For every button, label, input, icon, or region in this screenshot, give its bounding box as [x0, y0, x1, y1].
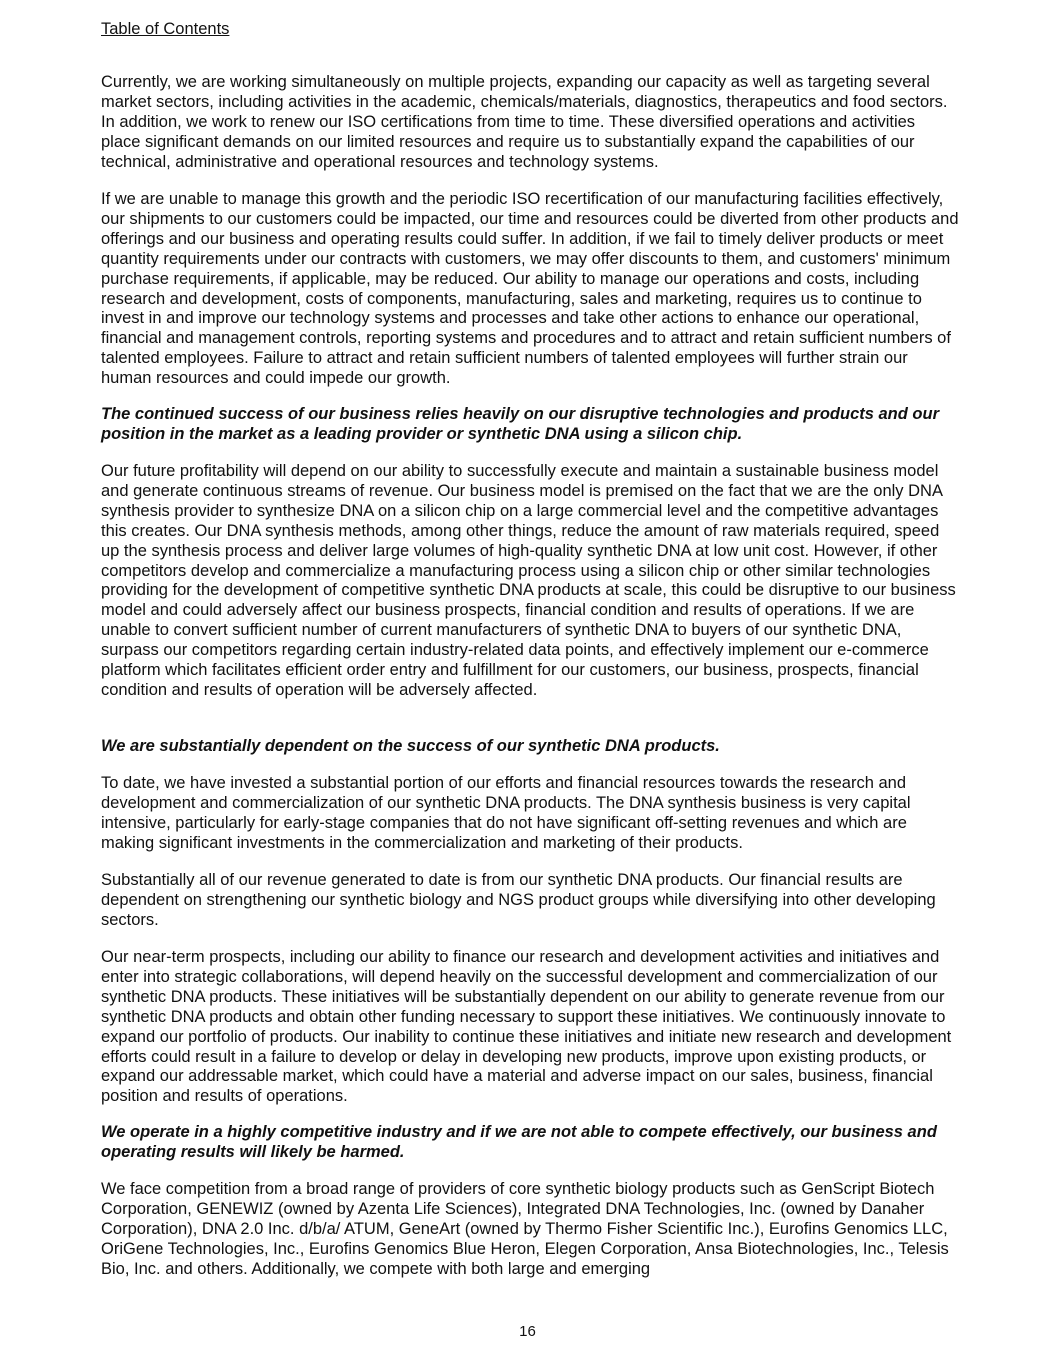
heading-competitive-industry [101, 1123, 959, 1163]
paragraph-growth-projects [101, 73, 959, 173]
paragraph-investment [101, 774, 959, 854]
paragraph-text: To date, we have invested a substantial portion of our efforts and financial resources towards the research and development and commercialization of our synthetic DNA products. The DNA synthesis business is very capital intensive, particularly for early-stage companies that do not have significant off-setting revenues and which are making significant investments in the commercialization and marketing of their products. [101, 774, 911, 852]
paragraph-revenue [101, 871, 959, 931]
heading-disruptive-technologies [101, 405, 959, 445]
paragraph-future-profitability [101, 462, 959, 701]
paragraph-text: Our near-term prospects, including our ability to finance our research and development activities and initiatives and enter into strategic collaborations, will depend heavily on the successful development and commercialization of our synthetic DNA products. These initiatives will be substantially dependent on our ability to generate revenue from our synthetic DNA products and obtain other funding necessary to support these initiatives. We continuously innovate to expand our portfolio of products. Our inability to continue these initiatives and initiate new research and development efforts could result in a failure to develop or delay in developing new products, improve upon existing products, or expand our addressable market, which could have a material and adverse impact on our sales, business, financial position and results of operations. [101, 948, 952, 1106]
risk-heading: We are substantially dependent on the success of our synthetic DNA products. [101, 737, 720, 755]
paragraph-text: Substantially all of our revenue generated to date is from our synthetic DNA products. Our financial results are dependent on strengthening our synthetic biology and NGS product groups while diversifying into other developing sectors. [101, 871, 936, 929]
paragraph-near-term-prospects [101, 948, 959, 1107]
table-of-contents-link[interactable]: Table of Contents [101, 20, 230, 38]
paragraph-text: We face competition from a broad range of providers of core synthetic biology products such as GenScript Biotech Corporation, GENEWIZ (owned by Azenta Life Sciences), Integrated DNA Technologies, Inc. (owned by Danaher Corporation), DNA 2.0 Inc. d/b/a/ ATUM, GeneArt (owned by Thermo Fisher Scientific Inc.), Eurofins Genomics LLC, OriGene Technologies, Inc., Eurofins Genomics Blue Heron, Elegen Corporation, Ansa Biotechnologies, Inc., Telesis Bio, Inc. and others. Additionally, we compete with both large and emerging [101, 1180, 949, 1278]
risk-heading: The continued success of our business relies heavily on our disruptive technologies and products and our position in the market as a leading provider or synthetic DNA using a silicon chip. [101, 405, 939, 443]
document-page [101, 18, 959, 1278]
page-number: 16 [519, 1323, 536, 1340]
paragraph-competition [101, 1180, 959, 1280]
heading-dependent-dna-products [101, 737, 959, 757]
paragraph-text: Our future profitability will depend on our ability to successfully execute and maintain a sustainable business model and generate continuous streams of revenue. Our business model is premised on the fact that we are the only DNA synthesis provider to synthesize DNA on a silicon chip on a large commercial level and the competitive advantages this creates. Our DNA synthesis methods, among other things, reduce the amount of raw materials required, speed up the synthesis process and deliver large volumes of high-quality synthetic DNA at low unit cost. However, if other competitors develop and commercialize a manufacturing process using a silicon chip or other similar technologies providing for the development of competitive synthetic DNA products at scale, this could be disruptive to our business model and could adversely affect our business prospects, financial condition and results of operations. If we are unable to convert sufficient number of current manufacturers of synthetic DNA to buyers of our synthetic DNA, surpass our competitors regarding certain industry-related data points, and effectively implement our e-commerce platform which facilitates efficient order entry and fulfillment for our customers, our business, prospects, financial condition and results of operation will be adversely affected. [101, 462, 956, 699]
paragraph-text: Currently, we are working simultaneously on multiple projects, expanding our capacity as well as targeting several market sectors, including activities in the academic, chemicals/materials, diagnostics, therapeutics and food sectors. In addition, we work to renew our ISO certifications from time to time. These diversified operations and activities place significant demands on our limited resources and require us to substantially expand the capabilities of our technical, administrative and operational resources and technology systems. [101, 73, 948, 171]
risk-heading: We operate in a highly competitive industry and if we are not able to compete effectively, our business and operating results will likely be harmed. [101, 1123, 937, 1161]
paragraph-manage-growth [101, 190, 959, 389]
paragraph-text: If we are unable to manage this growth and the periodic ISO recertification of our manufacturing facilities effectively, our shipments to our customers could be impacted, our time and resources could be diverted from other products and offerings and our business and operating results could suffer. In addition, if we fail to timely deliver products or meet quantity requirements under our contracts with customers, we may offer discounts to them, and customers' minimum purchase requirements, if applicable, may be reduced. Our ability to manage our operations and costs, including research and development, costs of components, manufacturing, sales and marketing, requires us to continue to invest in and improve our technology systems and processes and take other actions to enhance our operational, financial and management controls, reporting systems and procedures and to attract and retain sufficient numbers of talented employees. Failure to attract and retain sufficient numbers of talented employees will further strain our human resources and could impede our growth. [101, 190, 959, 388]
